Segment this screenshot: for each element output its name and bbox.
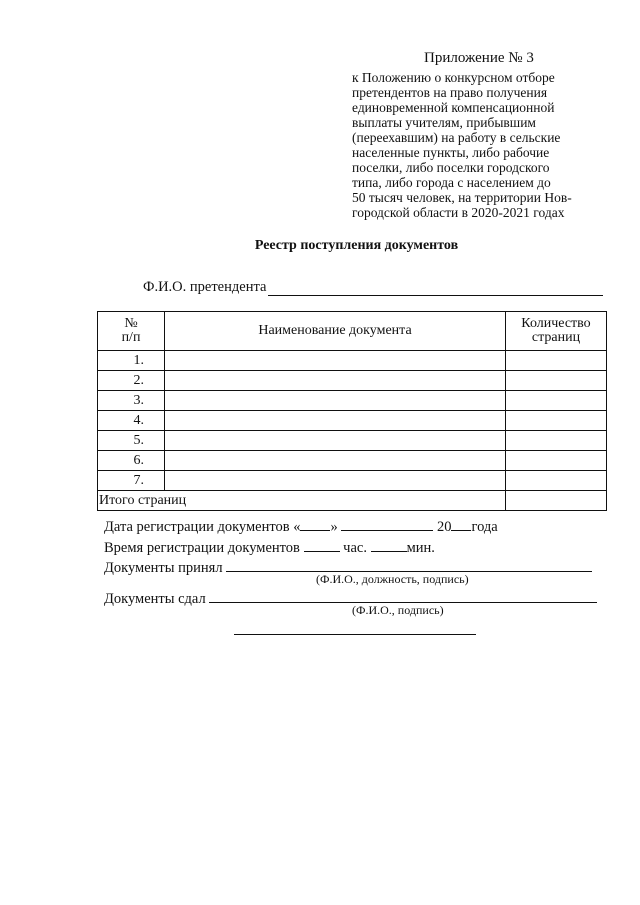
document-name-cell[interactable] [165, 371, 506, 391]
handed-caption: (Ф.И.О., подпись) [352, 603, 444, 617]
pages-count-cell[interactable] [506, 351, 607, 371]
year-field[interactable] [451, 517, 471, 531]
appendix-line: к Положению о конкурсном отборе [352, 70, 555, 85]
table-row [98, 411, 607, 431]
minutes-label: мин. [406, 540, 435, 556]
row-number: 1. [98, 351, 165, 371]
registration-time-line [104, 538, 435, 557]
date-quote-close: » [330, 519, 338, 535]
month-field[interactable] [341, 517, 433, 531]
appendix-line: 50 тысяч человек, на территории Нов- [352, 190, 572, 205]
document-title: Реестр поступления документов [254, 238, 459, 253]
header-num-line2: п/п [121, 330, 141, 345]
minutes-field[interactable] [371, 538, 407, 552]
appendix-line: типа, либо города с населением до [352, 175, 551, 190]
appendix-line: выплаты учителям, прибывшим [352, 115, 536, 130]
appendix-line: населенные пункты, либо рабочие [352, 145, 550, 160]
appendix-line: (переехавшим) на работу в сельские [352, 130, 561, 145]
table-header-row [98, 312, 607, 351]
fio-label: Ф.И.О. претендента [143, 279, 267, 295]
document-name-cell[interactable] [165, 391, 506, 411]
row-number: 4. [98, 411, 165, 431]
row-number: 6. [98, 451, 165, 471]
appendix-line: городской области в 2020-2021 годах [352, 205, 565, 220]
total-row [98, 491, 607, 511]
pages-count-cell[interactable] [506, 371, 607, 391]
appendix-title: Приложение № 3 [424, 50, 534, 66]
header-pages-line2: страниц [531, 330, 581, 345]
total-pages-cell[interactable] [506, 491, 607, 511]
date-label: Дата регистрации документов « [104, 519, 301, 535]
registration-date-line [104, 517, 498, 536]
fio-row [143, 279, 603, 296]
handed-line [104, 589, 597, 608]
document-name-cell[interactable] [165, 411, 506, 431]
appendix-line: единовременной компенсационной [352, 100, 555, 115]
appendix-text [352, 70, 612, 220]
table-row [98, 451, 607, 471]
appendix-line: претендентов на право получения [352, 85, 548, 100]
registry-table [97, 311, 607, 511]
row-number: 7. [98, 471, 165, 491]
document-name-cell[interactable] [165, 351, 506, 371]
total-label: Итого страниц [98, 491, 506, 511]
table-row [98, 471, 607, 491]
pages-count-cell[interactable] [506, 451, 607, 471]
hours-field[interactable] [304, 538, 340, 552]
time-label: Время регистрации документов [104, 540, 300, 556]
accepted-caption: (Ф.И.О., должность, подпись) [316, 572, 469, 586]
accepted-field[interactable] [226, 558, 592, 572]
accepted-label: Документы принял [104, 560, 223, 576]
year-prefix: 20 [436, 519, 452, 535]
document-name-cell[interactable] [165, 451, 506, 471]
signature-line[interactable] [234, 634, 476, 635]
pages-count-cell[interactable] [506, 391, 607, 411]
header-pages [506, 312, 607, 351]
header-num-line1: № [124, 316, 138, 331]
hours-label: час. [343, 540, 367, 556]
header-name: Наименование документа [165, 312, 506, 351]
header-num [98, 312, 165, 351]
handed-field[interactable] [209, 589, 597, 603]
handed-label: Документы сдал [104, 591, 206, 607]
table-row [98, 351, 607, 371]
document-name-cell[interactable] [165, 431, 506, 451]
document-name-cell[interactable] [165, 471, 506, 491]
day-field[interactable] [300, 517, 330, 531]
year-suffix: года [471, 519, 498, 535]
row-number: 2. [98, 371, 165, 391]
fio-field[interactable] [268, 281, 603, 296]
table-row [98, 391, 607, 411]
row-number: 3. [98, 391, 165, 411]
appendix-line: поселки, либо поселки городского [352, 160, 550, 175]
pages-count-cell[interactable] [506, 471, 607, 491]
table-row [98, 431, 607, 451]
row-number: 5. [98, 431, 165, 451]
header-pages-line1: Количество [521, 316, 591, 331]
pages-count-cell[interactable] [506, 411, 607, 431]
table-row [98, 371, 607, 391]
pages-count-cell[interactable] [506, 431, 607, 451]
